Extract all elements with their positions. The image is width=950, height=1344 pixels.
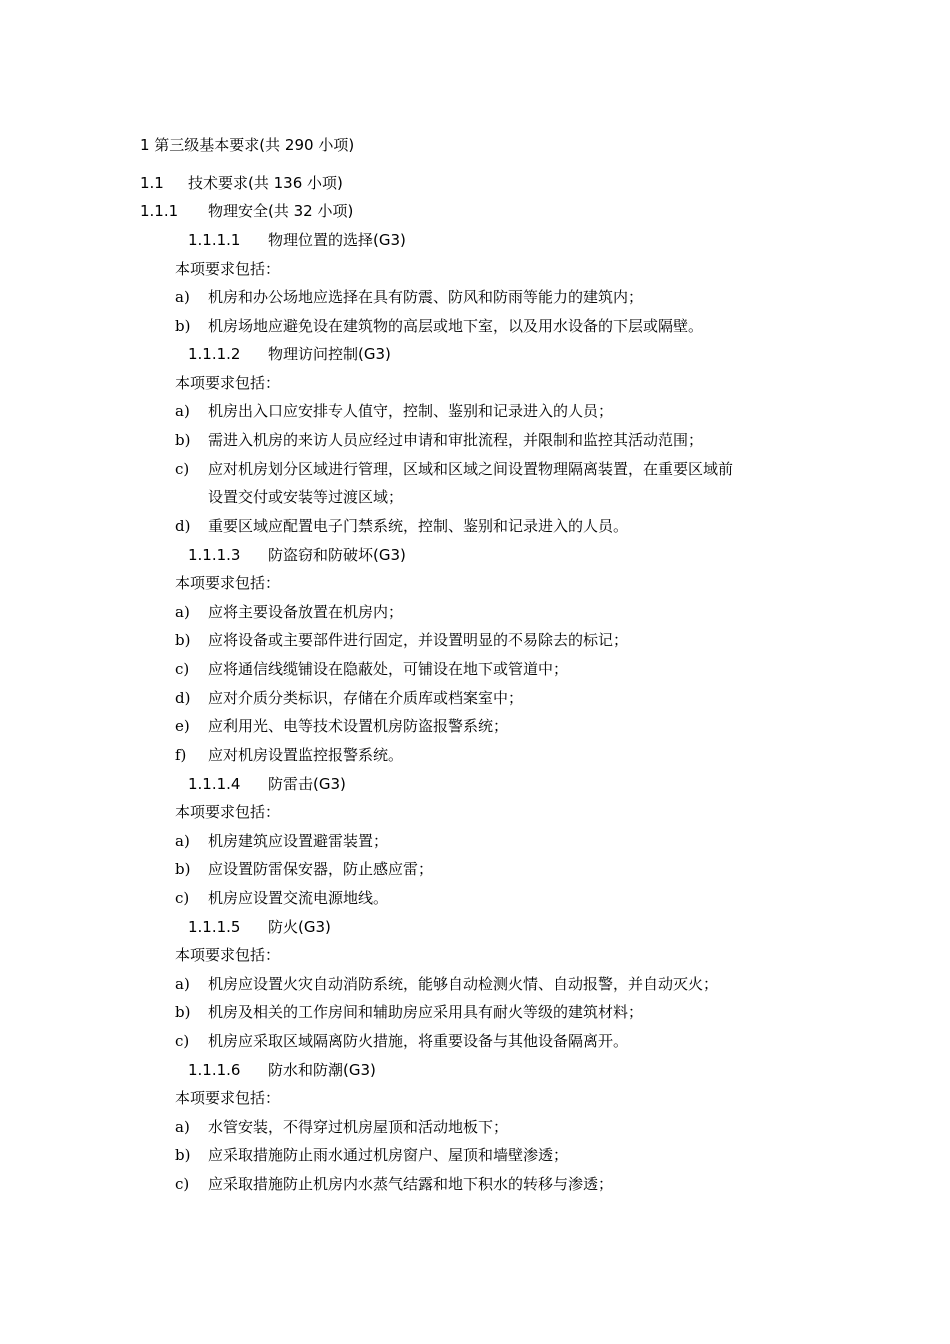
item-heading [188,344,391,364]
list-marker: b) [175,317,191,335]
item-title: 防火(G3) [268,918,331,936]
list-marker: b) [175,860,191,878]
intro-text: 本项要求包括： [175,574,281,592]
requirement-text: 重要区域应配置电子门禁系统，控制、鉴别和记录进入的人员。 [208,517,629,535]
list-marker: a) [175,402,190,420]
requirement-text: 应采取措施防止雨水通过机房窗户、屋顶和墙壁渗透； [208,1146,569,1164]
intro-text: 本项要求包括： [175,374,281,392]
requirement-text: 机房场地应避免设在建筑物的高层或地下室，以及用水设备的下层或隔壁。 [208,317,704,335]
intro-text: 本项要求包括： [175,803,281,821]
document-title: 1 第三级基本要求(共 290 小项) [140,136,355,154]
intro-text: 本项要求包括： [175,1089,281,1107]
item-title: 物理访问控制(G3) [268,345,391,363]
item-heading [188,774,346,794]
item-number: 1.1.1.1 [188,231,241,249]
intro-text: 本项要求包括： [175,946,281,964]
requirement-text: 应将通信线缆铺设在隐蔽处，可铺设在地下或管道中； [208,660,569,678]
requirement-text: 机房应设置交流电源地线。 [208,889,389,907]
list-marker: a) [175,288,190,306]
list-marker: a) [175,1118,190,1136]
requirement-text: 机房应设置火灾自动消防系统，能够自动检测火情、自动报警，并自动灭火； [208,975,719,993]
item-number: 1.1.1.3 [188,546,241,564]
list-marker: b) [175,431,191,449]
list-marker: c) [175,889,190,907]
list-marker: f) [175,746,187,764]
list-marker: a) [175,603,190,621]
list-marker: a) [175,975,190,993]
intro-text: 本项要求包括： [175,260,281,278]
item-number: 1.1.1.6 [188,1061,241,1079]
item-title: 防水和防潮(G3) [268,1061,376,1079]
requirement-text: 机房及相关的工作房间和辅助房应采用具有耐火等级的建筑材料； [208,1003,644,1021]
item-heading [188,1060,376,1080]
item-title: 防盗窃和防破坏(G3) [268,546,406,564]
list-marker: b) [175,1003,191,1021]
requirement-text: 机房和办公场地应选择在具有防震、防风和防雨等能力的建筑内； [208,288,644,306]
requirement-text: 机房出入口应安排专人值守，控制、鉴别和记录进入的人员； [208,402,614,420]
requirement-text: 应将主要设备放置在机房内； [208,603,404,621]
section-title: 物理安全(共 32 小项) [208,202,354,220]
section-number: 1.1.1 [140,202,179,220]
requirement-text: 机房应采取区域隔离防火措施，将重要设备与其他设备隔离开。 [208,1032,629,1050]
item-title: 物理位置的选择(G3) [268,231,406,249]
list-marker: d) [175,689,191,707]
section-number: 1.1 [140,174,164,192]
requirement-text: 水管安装，不得穿过机房屋顶和活动地板下； [208,1118,509,1136]
list-marker: c) [175,660,190,678]
item-heading [188,545,406,565]
list-marker: d) [175,517,191,535]
requirement-text: 需进入机房的来访人员应经过申请和审批流程，并限制和监控其活动范围； [208,431,704,449]
section-heading-1-1 [140,173,343,193]
requirement-text: 应对机房划分区域进行管理，区域和区域之间设置物理隔离装置，在重要区域前 [208,460,734,478]
requirement-text: 机房建筑应设置避雷装置； [208,832,389,850]
list-marker: b) [175,1146,191,1164]
list-marker: c) [175,1175,190,1193]
list-marker: e) [175,717,190,735]
requirement-text: 应设置防雷保安器，防止感应雷； [208,860,434,878]
requirement-text: 应对介质分类标识，存储在介质库或档案室中； [208,689,524,707]
list-marker: b) [175,631,191,649]
section-title: 技术要求(共 136 小项) [188,174,343,192]
item-title: 防雷击(G3) [268,775,346,793]
requirement-text: 应采取措施防止机房内水蒸气结露和地下积水的转移与渗透； [208,1175,614,1193]
item-number: 1.1.1.2 [188,345,241,363]
list-marker: c) [175,1032,190,1050]
requirement-text: 应将设备或主要部件进行固定，并设置明显的不易除去的标记； [208,631,629,649]
item-number: 1.1.1.4 [188,775,241,793]
item-number: 1.1.1.5 [188,918,241,936]
item-heading [188,917,331,937]
list-marker: a) [175,832,190,850]
requirement-text: 应对机房设置监控报警系统。 [208,746,404,764]
list-marker: c) [175,460,190,478]
requirement-text: 应利用光、电等技术设置机房防盗报警系统； [208,717,509,735]
item-heading [188,230,406,250]
requirement-text-continued: 设置交付或安装等过渡区域； [208,488,404,506]
section-heading-1-1-1 [140,201,353,221]
